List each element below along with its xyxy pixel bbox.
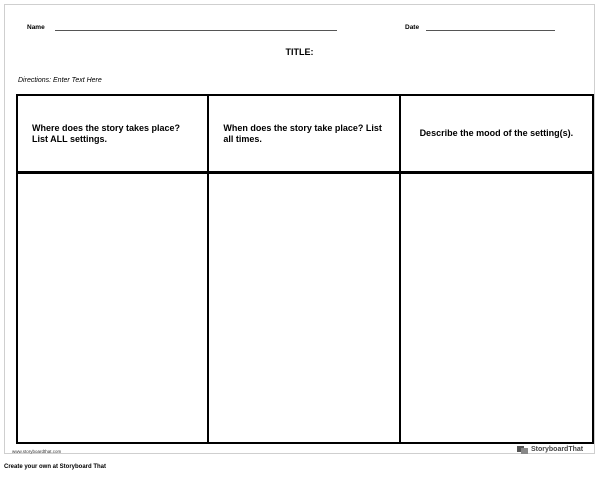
answer-cell-mood[interactable] bbox=[401, 174, 592, 442]
column-header-mood[interactable]: Describe the mood of the setting(s). bbox=[401, 96, 592, 174]
answer-cell-when[interactable] bbox=[209, 174, 400, 442]
date-label: Date bbox=[405, 24, 420, 31]
setting-table bbox=[16, 94, 594, 444]
storyboard-brand bbox=[517, 445, 583, 454]
column-header-when[interactable]: When does the story take place? List all times. bbox=[209, 96, 400, 174]
date-line[interactable] bbox=[426, 24, 555, 31]
worksheet-title[interactable]: TITLE: bbox=[285, 47, 314, 57]
create-link[interactable]: Create your own at Storyboard That bbox=[4, 464, 107, 470]
name-label: Name bbox=[27, 24, 45, 31]
brand-name: StoryboardThat bbox=[531, 446, 584, 453]
name-field[interactable] bbox=[27, 24, 337, 31]
answer-cell-where[interactable] bbox=[18, 174, 209, 442]
directions-text[interactable]: Directions: Enter Text Here bbox=[18, 77, 102, 84]
storyboard-logo-icon bbox=[517, 445, 529, 454]
worksheet bbox=[4, 4, 595, 454]
name-line[interactable] bbox=[55, 24, 337, 31]
column-header-where[interactable]: Where does the story takes place? List ALL settings. bbox=[18, 96, 209, 174]
footer-url: www.storyboardthat.com bbox=[12, 449, 62, 454]
date-field[interactable] bbox=[405, 24, 555, 31]
